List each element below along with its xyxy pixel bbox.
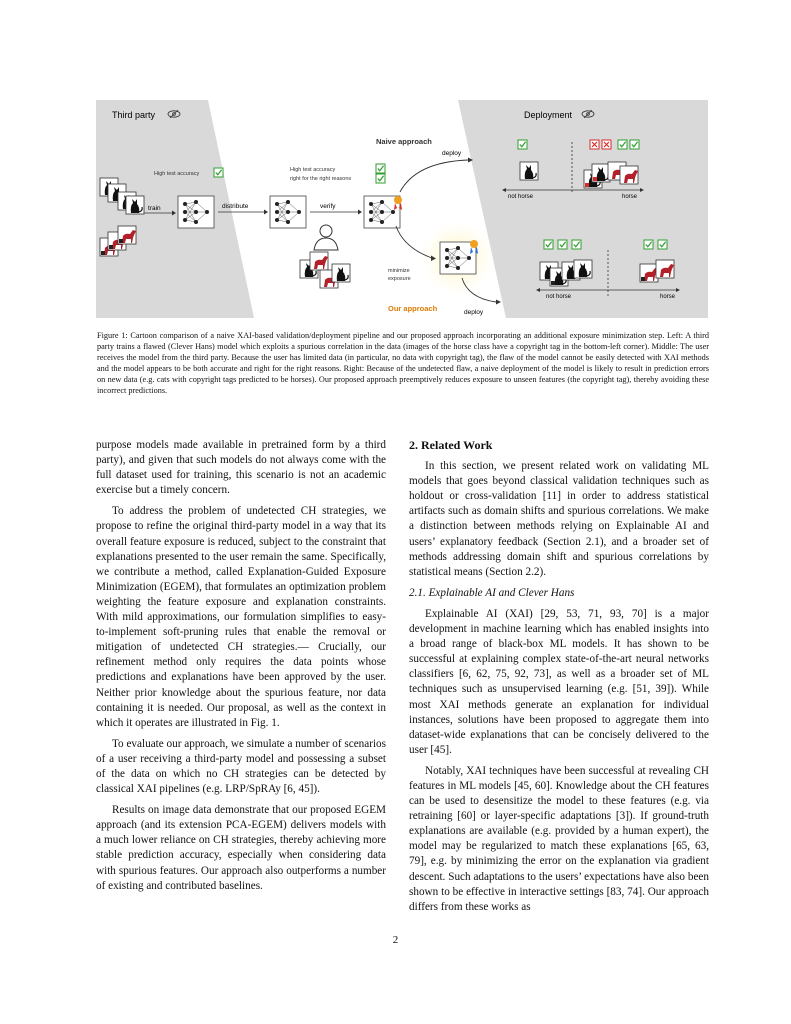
horse-top: horse <box>622 194 638 200</box>
paragraph: In this section, we present related work on validating ML models that goes beyond classical validation techniques such as holdout or cross-validation [11] in order to address statistical artifacts such as domain shifts and spurious correlations. We make a distinction between methods relying on Explainable AI and users’ explanatory feedback (Section 2.1), and a broader set of methods addressing domain shift and spurious correlations by statistical means (Section 2.2). <box>409 460 709 578</box>
naive-approach-label: Naive approach <box>376 137 432 146</box>
check-icon <box>214 168 223 177</box>
high-test-accuracy-middle: High test accuracy <box>290 167 336 173</box>
not-horse-bottom: not horse <box>546 294 572 300</box>
paragraph: Explainable AI (XAI) [29, 53, 71, 93, 70] is a major development in machine learning which has enabled insights into a broad range of black-box ML models. It has shown to be successful at explaining complex state-of-the-art neural networks classifiers [6, 62, 75, 92, 73], as well as a broader set of ML techniques such as unsupervised learning (e.g. [51, 39]). While most XAI methods generate an explanation for individual instances, solutions have been proposed to aggregate them into dataset-wide explanations that can be concisely delivered to the user [45]. <box>409 607 709 756</box>
figure-caption <box>97 330 709 397</box>
check-icon <box>558 240 567 249</box>
page-number: 2 <box>392 934 399 946</box>
right-column <box>409 438 709 921</box>
check-icon <box>630 140 639 149</box>
check-icon <box>658 240 667 249</box>
paragraph: To address the problem of undetected CH strategies, we propose to refine the original third-party model in a way that its overall feature exposure is reduced, subject to the constraint that explanations presented to the user remain the same. Specifically, we contribute a method, called Explanation-Guided Exposure Minimization (EGEM), that formulates an optimization problem weighting the feature exposure and explanation constraints. With mild approximations, our formulation simplifies to easy-to-implement soft-pruning rules that enable the removal or mitigation of undetected CH strategies.— Crucially, our refinement method only requires the data points whose predictions and explanations have been approved by the user. Neither prior knowledge about the spurious feature, nor data containing it is needed. Our proposal, as well as the context in which it operates are illustrated in Fig. 1. <box>96 505 386 729</box>
check-icon <box>376 174 385 183</box>
check-icon <box>618 140 627 149</box>
not-horse-top: not horse <box>508 194 534 200</box>
minimize-label: minimize <box>388 268 410 274</box>
distribute-label: distribute <box>222 203 249 210</box>
deployment-label: Deployment <box>524 110 573 120</box>
cross-icon <box>590 140 599 149</box>
train-label: train <box>148 205 161 212</box>
deploy-bottom-label: deploy <box>464 309 484 316</box>
deployment-panel <box>458 100 708 318</box>
our-approach-label: Our approach <box>388 304 438 313</box>
high-test-accuracy-left: High test accuracy <box>154 171 200 177</box>
check-icon <box>376 164 385 173</box>
exposure-label: exposure <box>388 276 411 282</box>
paragraph: Results on image data demonstrate that our proposed EGEM approach (and its extension PCA-EGEM) delivers models with a much lower reliance on CH strategies, thereby achieving more stable prediction accuracy, especially when considering data with spurious features. Our approach also outperforms a number of existing and contributed baselines. <box>96 804 386 892</box>
figure-1 <box>96 100 708 322</box>
horse-bottom: horse <box>660 294 676 300</box>
check-icon <box>544 240 553 249</box>
check-icon <box>518 140 527 149</box>
verify-label: verify <box>320 203 336 210</box>
subsection-heading: 2.1. Explainable AI and Clever Hans <box>409 586 575 599</box>
user-images <box>300 252 350 288</box>
refined-model <box>440 242 476 274</box>
check-icon <box>644 240 653 249</box>
caption-text: Figure 1: Cartoon comparison of a naive XAI-based validation/deployment pipeline and our proposed approach incorporating an additional exposure minimization step. Left: A third party trains a flawed (Clever Hans) model which exploits a spurious correlation in the data (images of the horse class have a copyright tag in the bottom-left corner). Middle: The user receives the model from the third party. Because the user has limited data (in particular, no data with copyright tag), the flaw of the model cannot be easily detected with XAI methods and the model appears to be both accurate and right for the right reasons. Right: Because of the undetected flaw, a naive deployment of the model is likely to result in prediction errors on new data (e.g. cats with copyright tags predicted to be horses). Our proposed approach preemptively reduces exposure to unseen features (the copyright tag), thereby avoiding these incorrect predictions. <box>97 331 709 396</box>
check-icon <box>572 240 581 249</box>
received-model <box>270 196 306 228</box>
right-reasons-label: right for the right reasons <box>290 176 352 182</box>
deploy-top-label: deploy <box>442 150 462 157</box>
section-heading: 2. Related Work <box>409 438 493 452</box>
user-icon <box>314 225 338 250</box>
left-column <box>96 438 386 900</box>
third-party-label: Third party <box>112 110 156 120</box>
paragraph: purpose models made available in pretrained form by a third party), and given that such models do not always come with the full dataset used for training, this scenario is not an academic exercise but a timely concern. <box>96 439 386 497</box>
paragraph: To evaluate our approach, we simulate a number of scenarios of a user receiving a third-party model and possessing a subset of the data on which no CH strategies can be detected by classical XAI pipelines (e.g. LRP/SpRAy [6, 45]). <box>96 737 386 796</box>
third-party-model <box>178 196 214 228</box>
cross-icon <box>602 140 611 149</box>
paragraph: Notably, XAI techniques have been successful at revealing CH features in ML models [45, 60]. Knowledge about the CH features can be used to desensitize the model to these features (e.g. via retraining [60] or layer-specific adaptations [3]). If ground-truth explanations are available (e.g. provided by a human expert), the model may be regularized to match these explanations [65, 63, 79], e.g. by minimizing the error on the explanation via gradient descent. Such adaptations to the users’ expectations have also been shown to be effective in interactive settings [83, 74]. Our approach differs from these works as <box>409 764 709 913</box>
